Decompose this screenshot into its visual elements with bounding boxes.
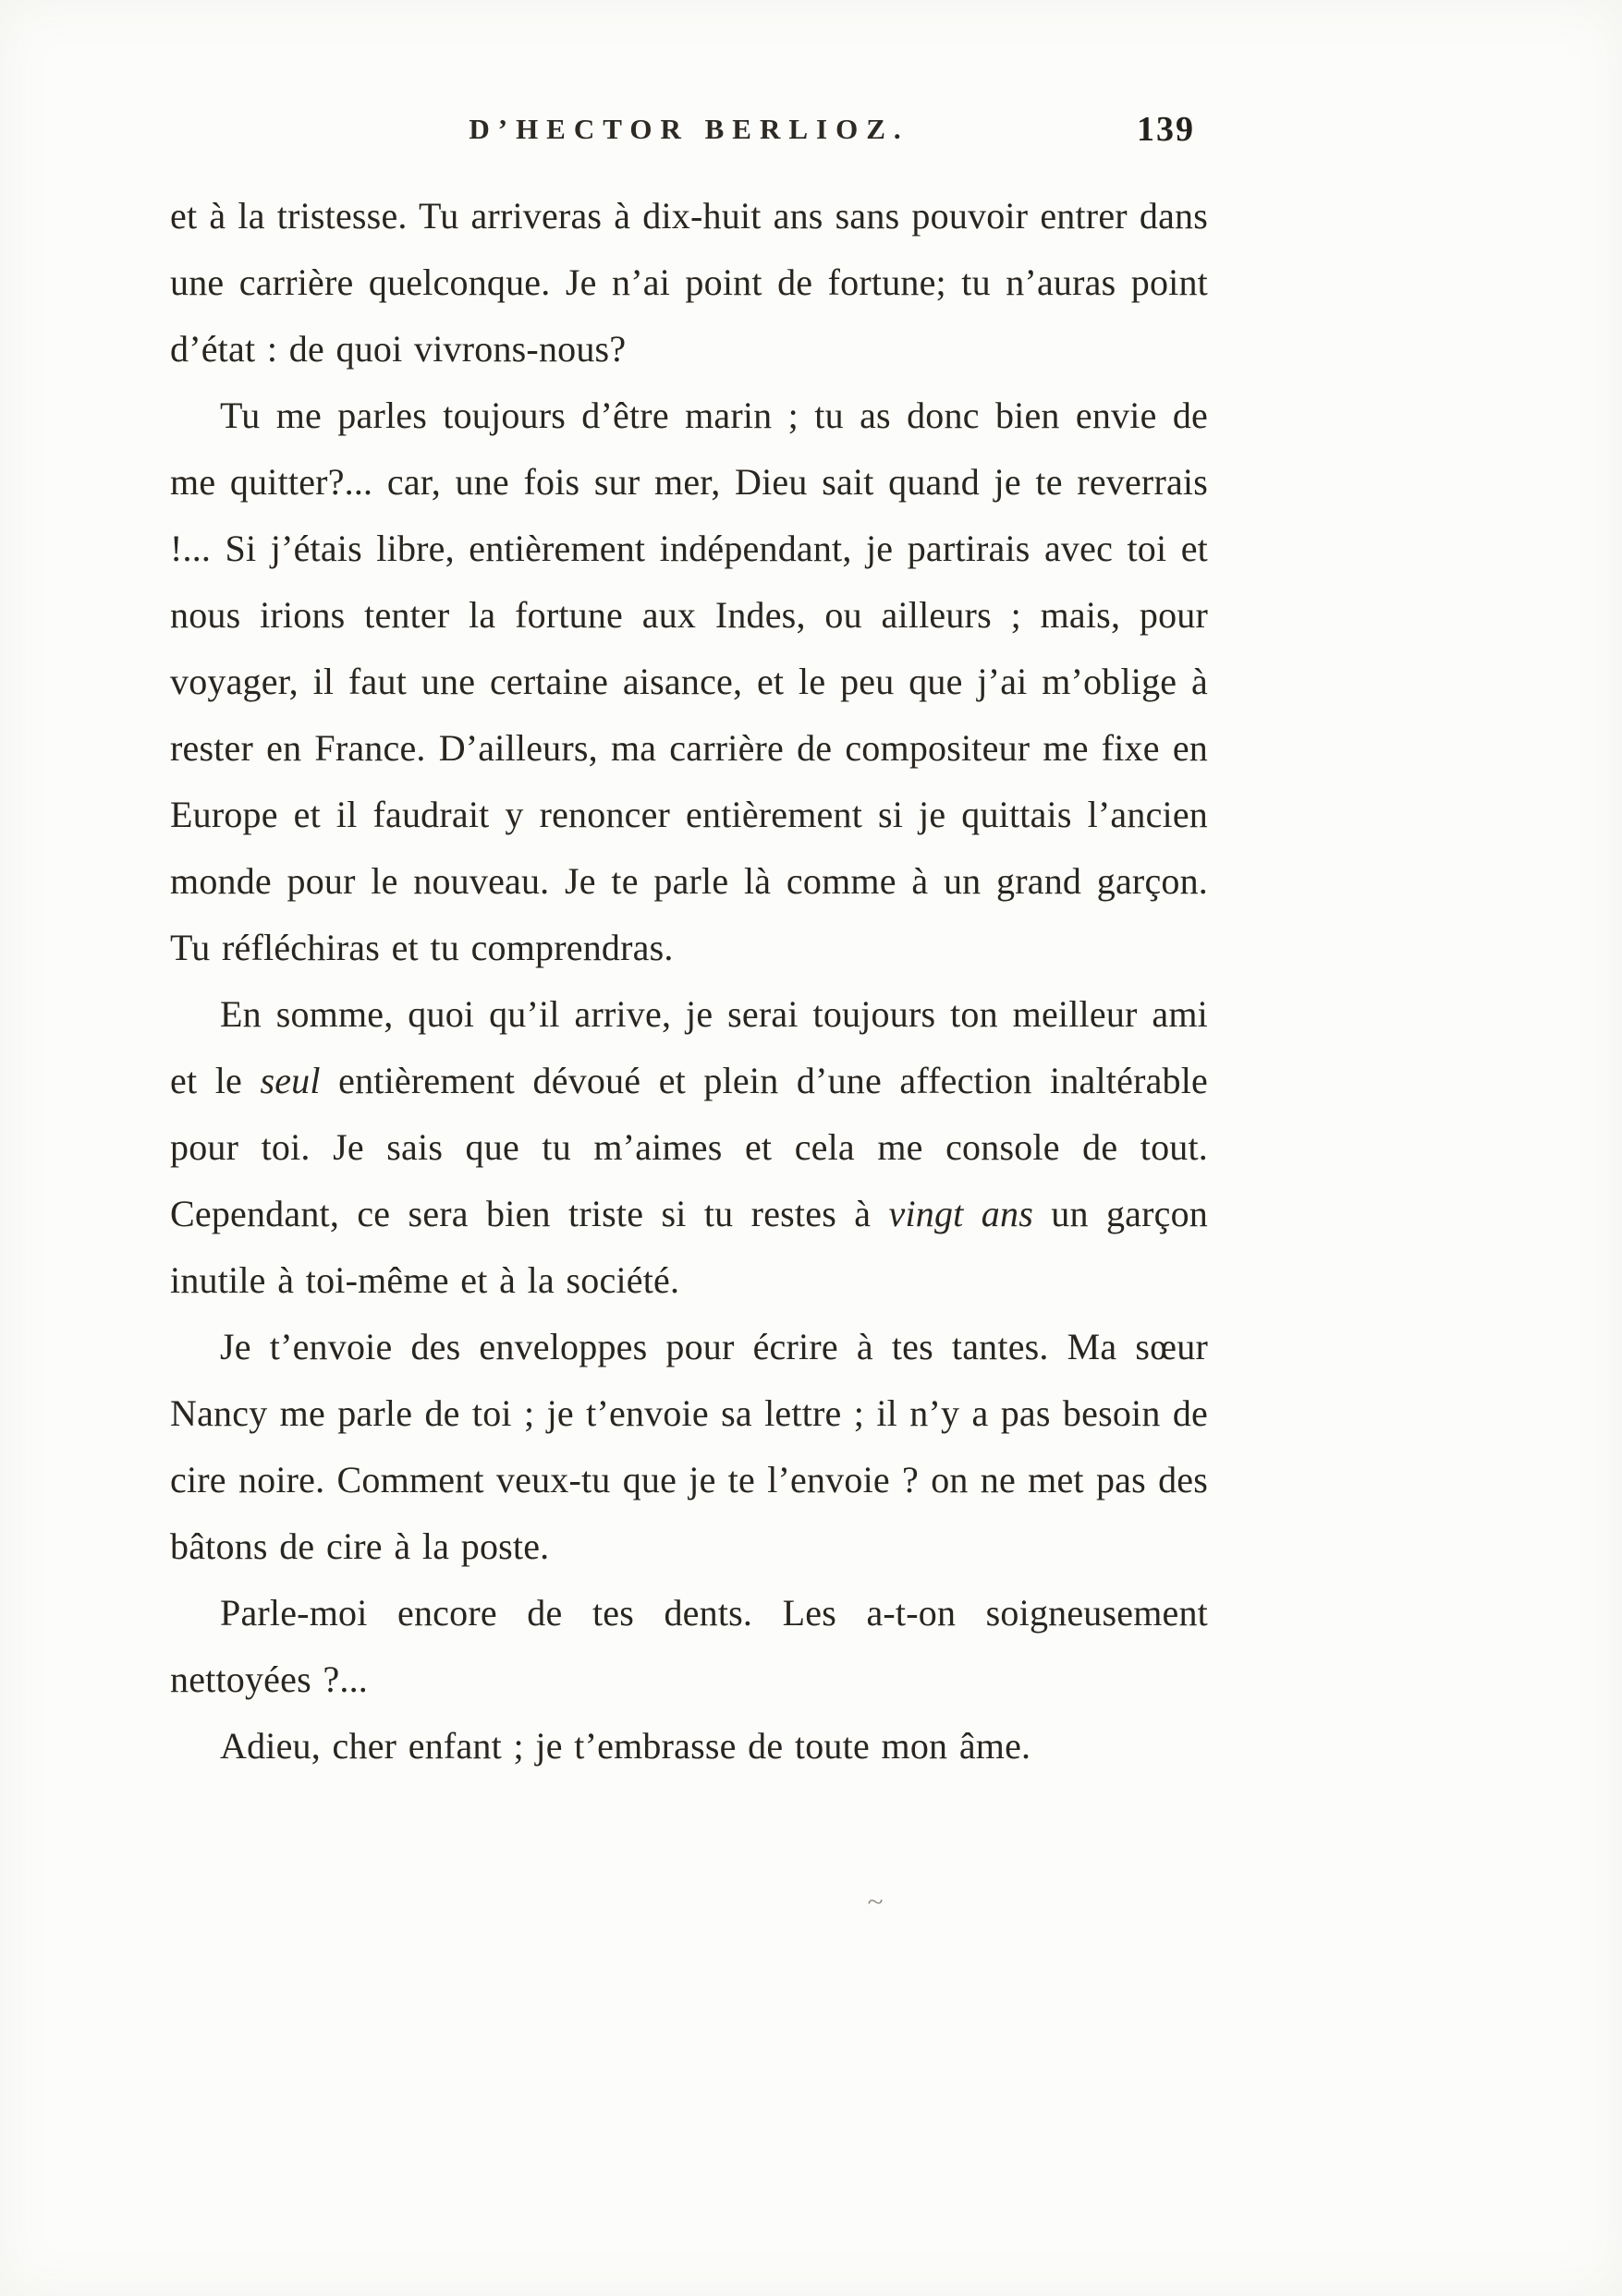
running-title: D’HECTOR BERLIOZ. xyxy=(469,113,909,145)
paragraph xyxy=(170,1580,1208,1713)
text-run: Je t’envoie des enveloppes pour écrire à tes tantes. Ma sœur Nancy me parle de toi ; je t’envoie sa lettre ; il n’y a pas besoin de cire noire. Comment veux-tu que je te l’envoie ? on ne met pas des bâtons de cire à la poste. xyxy=(170,1326,1208,1567)
text-run: En somme, quoi qu’il arrive, je serai toujours ton meilleur ami et le xyxy=(170,993,1208,1101)
italic-text-run: seul xyxy=(260,1060,321,1101)
page-body xyxy=(170,183,1208,1780)
text-run: un garçon inutile à toi-même et à la société. xyxy=(170,1193,1208,1301)
text-run: Parle-moi encore de tes dents. Les a-t-on soigneusement nettoyées ?... xyxy=(170,1592,1208,1700)
text-run: entièrement dévoué et plein d’une affection inaltérable pour toi. Je sais que tu m’aimes et cela me console de tout. Cependant, ce sera bien triste si tu restes à xyxy=(170,1060,1209,1234)
paragraph xyxy=(170,1314,1208,1580)
paragraph xyxy=(170,981,1208,1314)
text-run: et à la tristesse. Tu arriveras à dix-huit ans sans pouvoir entrer dans une carrière quelconque. Je n’ai point de fortune; tu n’auras point d’état : de quoi vivrons-nous? xyxy=(170,195,1208,370)
text-run: Tu me parles toujours d’être marin ; tu as donc bien envie de me quitter?... car, une fois sur mer, Dieu sait quand je te reverrais !... Si j’étais libre, entièrement indépendant, je partirais avec toi et nous irions tenter la fortune aux Indes, ou ailleurs ; mais, pour voyager, il faut une certaine aisance, et le peu que j’ai m’oblige à rester en France. D’ailleurs, ma carrière de compositeur me fixe en Europe et il faudrait y renoncer entièrement si je quittais l’ancien monde pour le nouveau. Je te parle là comme à un grand garçon. Tu réfléchiras et tu comprendras. xyxy=(170,395,1208,968)
text-run: Adieu, cher enfant ; je t’embrasse de toute mon âme. xyxy=(220,1725,1031,1767)
paragraph xyxy=(170,383,1208,981)
paragraph xyxy=(170,183,1208,383)
page-header xyxy=(170,110,1208,157)
scan-artifact-mark: ~ xyxy=(867,1889,884,1915)
paragraph xyxy=(170,1713,1208,1780)
italic-text-run: vingt ans xyxy=(888,1193,1033,1234)
page-number: 139 xyxy=(1137,110,1195,149)
